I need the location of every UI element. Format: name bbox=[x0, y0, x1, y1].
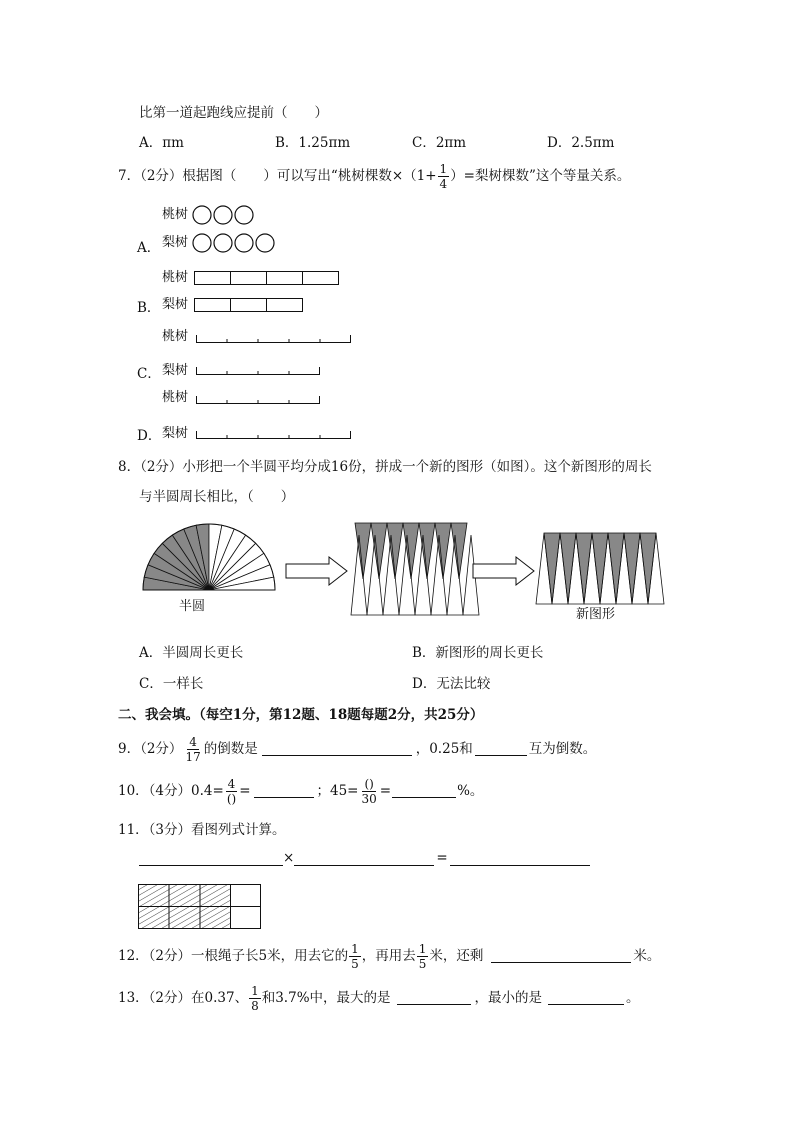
q11-blank-3[interactable] bbox=[450, 853, 590, 866]
q6-stem-tail: 比第一道起跑线应提前（ ） bbox=[139, 105, 328, 121]
q11-hatched-figure bbox=[138, 884, 262, 930]
q7-b-peach-bar bbox=[194, 271, 340, 285]
q12-text-d: 米。 bbox=[633, 947, 661, 964]
q6-option-a: A．πm bbox=[139, 135, 184, 151]
q7-b-peach-label: 桃树 bbox=[162, 270, 189, 285]
section-2-heading: 二、我会填。（每空1分，第12题、18题每题2分，共25分） bbox=[118, 707, 484, 723]
q9-blank-2[interactable] bbox=[475, 743, 527, 756]
q10-blank-1[interactable] bbox=[254, 785, 314, 798]
q7-stem bbox=[118, 163, 630, 190]
shaded-triangle bbox=[608, 533, 624, 604]
q11-equals: = bbox=[436, 850, 448, 866]
shaded-triangle bbox=[560, 533, 576, 604]
q6-option-c: C．2πm bbox=[412, 135, 467, 151]
q7-a-peach-label: 桃树 bbox=[162, 207, 189, 222]
q10-tail: %。 bbox=[457, 782, 484, 799]
q8-semicircle-figure bbox=[140, 520, 280, 594]
q7-option-d: D． bbox=[137, 428, 162, 444]
q11-equation bbox=[139, 852, 590, 866]
q11-blank-2[interactable] bbox=[294, 853, 434, 866]
q12-text-c: 米，还剩 bbox=[429, 947, 484, 964]
q8-stem-line2: 与半圆周长相比，（ ） bbox=[139, 489, 295, 505]
q7-c-pear-label: 梨树 bbox=[162, 363, 189, 378]
q10-prefix: 10．（4分）0.4= bbox=[118, 782, 224, 799]
q9 bbox=[118, 736, 596, 763]
q8-option-c: C．一样长 bbox=[139, 676, 204, 692]
q13-text-c: ，最小的是 bbox=[474, 989, 543, 1006]
q12-fraction-2: $\frac{1}{5}$ bbox=[418, 942, 427, 971]
q13-fraction: $\frac{1}{8}$ bbox=[251, 984, 259, 1013]
q9-text-a: 的倒数是 bbox=[203, 740, 258, 757]
q10 bbox=[118, 778, 483, 805]
q8-arrow-1 bbox=[285, 556, 349, 586]
q7-option-a: A． bbox=[137, 240, 161, 256]
q8-semicircle-label: 半圆 bbox=[179, 599, 206, 614]
q8-arrow-2 bbox=[472, 556, 536, 586]
q9-prefix: 9．（2分） bbox=[118, 740, 183, 757]
q10-mid: ；45= bbox=[316, 782, 359, 799]
shaded-triangle bbox=[640, 533, 656, 604]
q7-a-peach-circles bbox=[192, 205, 262, 225]
q9-text-c: 互为倒数。 bbox=[528, 740, 597, 757]
q7-option-c: C． bbox=[137, 366, 161, 382]
q13-blank-2[interactable] bbox=[548, 992, 624, 1005]
q10-equals-1: = bbox=[239, 782, 251, 799]
q7-c-pear-segment bbox=[196, 364, 322, 376]
q13 bbox=[118, 985, 640, 1012]
q12-text-b: ，再用去 bbox=[361, 947, 416, 964]
q12 bbox=[118, 943, 660, 970]
q7-c-peach-label: 桃树 bbox=[162, 329, 189, 344]
q10-fraction-2: $\frac{()}{30}$ bbox=[361, 777, 377, 806]
q7-a-pear-label: 梨树 bbox=[162, 235, 189, 250]
q7-b-pear-label: 梨树 bbox=[162, 297, 189, 312]
q8-intermediate-figure bbox=[351, 521, 471, 617]
q9-blank-1[interactable] bbox=[262, 743, 412, 756]
q8-new-figure bbox=[536, 532, 658, 606]
q8-stem-line1: 8．（2分）小形把一个半圆平均分成16份，拼成一个新的图形（如图）。这个新图形的周长 bbox=[118, 459, 652, 475]
q7-a-pear-circles bbox=[192, 233, 282, 253]
q8-new-figure-label: 新图形 bbox=[576, 607, 616, 622]
q13-text-d: 。 bbox=[626, 989, 640, 1006]
q13-text-b: 和3.7%中，最大的是 bbox=[261, 989, 391, 1006]
q7-stem-a: 7．（2分）根据图（ ）可以写出“桃树棵数×（1+ bbox=[118, 167, 437, 184]
shaded-triangle bbox=[576, 533, 592, 604]
q7-c-peach-segment bbox=[196, 332, 354, 344]
q8-option-d: D．无法比较 bbox=[412, 676, 491, 692]
q13-text-a: 13．（2分）在0.37、 bbox=[118, 989, 249, 1006]
q7-stem-b: ）=梨树棵数”这个等量关系。 bbox=[450, 167, 631, 184]
q6-option-d: D．2.5πm bbox=[547, 135, 615, 151]
q9-text-b: ，0.25和 bbox=[415, 740, 473, 757]
q13-blank-1[interactable] bbox=[397, 992, 471, 1005]
q7-d-pear-segment bbox=[196, 428, 354, 440]
q11-blank-1[interactable] bbox=[139, 853, 283, 866]
q6-option-b: B．1.25πm bbox=[275, 135, 351, 151]
shaded-triangle bbox=[544, 533, 560, 604]
q7-option-b: B． bbox=[137, 300, 161, 316]
q7-d-pear-label: 梨树 bbox=[162, 426, 189, 441]
q7-fraction: $\frac{1}{4}$ bbox=[439, 162, 448, 191]
q7-b-pear-bar bbox=[194, 298, 304, 312]
shaded-triangle bbox=[624, 533, 640, 604]
q12-text-a: 12．（2分）一根绳子长5米，用去它的 bbox=[118, 947, 349, 964]
q12-fraction-1: $\frac{1}{5}$ bbox=[351, 942, 359, 971]
q12-blank[interactable] bbox=[491, 950, 631, 963]
q7-d-peach-segment bbox=[196, 393, 322, 405]
q8-option-b: B．新图形的周长更长 bbox=[412, 645, 544, 661]
q11-stem: 11．（3分）看图列式计算。 bbox=[118, 822, 286, 838]
q9-fraction: $\frac{4}{17}$ bbox=[185, 735, 201, 764]
q10-fraction-1: $\frac{4}{()}$ bbox=[226, 777, 237, 806]
q11-times: × bbox=[283, 850, 295, 866]
q8-option-a: A．半圆周长更长 bbox=[139, 645, 244, 661]
q10-equals-2: = bbox=[379, 782, 392, 799]
q7-d-peach-label: 桃树 bbox=[162, 390, 189, 405]
q10-blank-2[interactable] bbox=[392, 785, 456, 798]
shaded-triangle bbox=[592, 533, 608, 604]
